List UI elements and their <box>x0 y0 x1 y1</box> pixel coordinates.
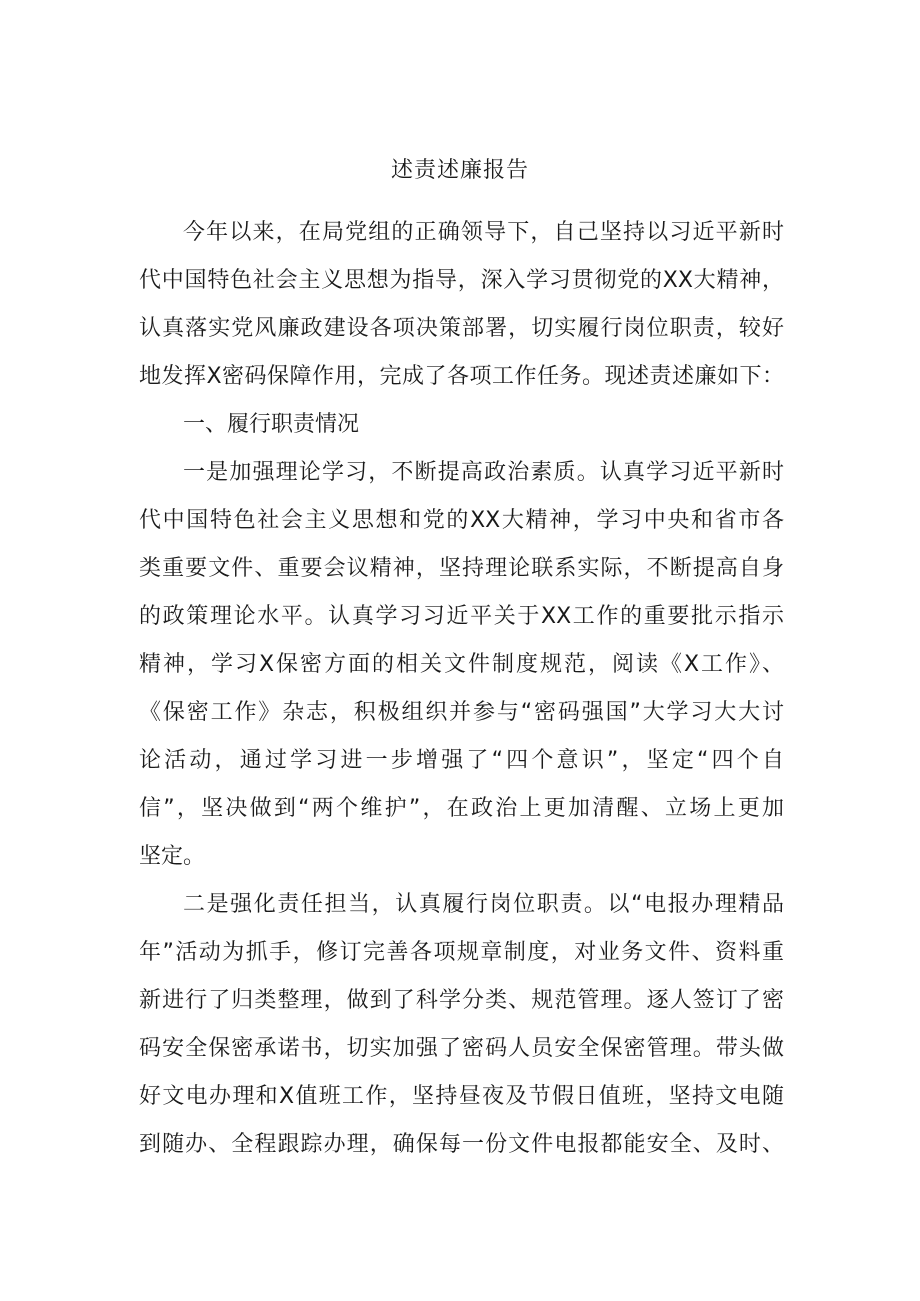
paragraph-line: 精神，学习X保密方面的相关文件制度规范，阅读《X工作》、 <box>139 652 784 677</box>
paragraph-line: 二是强化责任担当，认真履行岗位职责。以“电报办理精品 <box>183 892 784 917</box>
paragraph-line: 新进行了归类整理，做到了科学分类、规范管理。逐人签订了密 <box>139 988 784 1013</box>
section-heading: 一、履行职责情况 <box>183 412 360 437</box>
paragraph-line: 坚定。 <box>139 844 206 869</box>
paragraph-line: 信”，坚决做到“两个维护”，在政治上更加清醒、立场上更加 <box>139 796 784 821</box>
paragraph-line: 的政策理论水平。认真学习习近平关于XX工作的重要批示指示 <box>139 604 784 629</box>
paragraph-line: 代中国特色社会主义思想和党的XX大精神，学习中央和省市各 <box>139 508 784 533</box>
paragraph-line: 论活动，通过学习进一步增强了“四个意识”，坚定“四个自 <box>139 748 784 773</box>
paragraph-line: 今年以来，在局党组的正确领导下，自己坚持以习近平新时 <box>183 220 784 245</box>
paragraph-line: 认真落实党风廉政建设各项决策部署，切实履行岗位职责，较好 <box>139 316 784 341</box>
paragraph-line: 地发挥X密码保障作用，完成了各项工作任务。现述责述廉如下： <box>139 364 784 389</box>
paragraph-line: 年”活动为抓手，修订完善各项规章制度，对业务文件、资料重 <box>139 940 784 965</box>
paragraph-line: 到随办、全程跟踪办理，确保每一份文件电报都能安全、及时、 <box>139 1132 784 1157</box>
paragraph-line: 代中国特色社会主义思想为指导，深入学习贯彻党的XX大精神， <box>139 268 784 293</box>
paragraph-line: 好文电办理和X值班工作，坚持昼夜及节假日值班，坚持文电随 <box>139 1084 784 1109</box>
paragraph-line: 《保密工作》杂志，积极组织并参与“密码强国”大学习大大讨 <box>139 700 784 725</box>
paragraph-line: 码安全保密承诺书，切实加强了密码人员安全保密管理。带头做 <box>139 1036 784 1061</box>
paragraph-line: 一是加强理论学习，不断提高政治素质。认真学习近平新时 <box>183 460 784 485</box>
document-title: 述责述廉报告 <box>390 158 529 183</box>
paragraph-line: 类重要文件、重要会议精神，坚持理论联系实际，不断提高自身 <box>139 556 784 581</box>
